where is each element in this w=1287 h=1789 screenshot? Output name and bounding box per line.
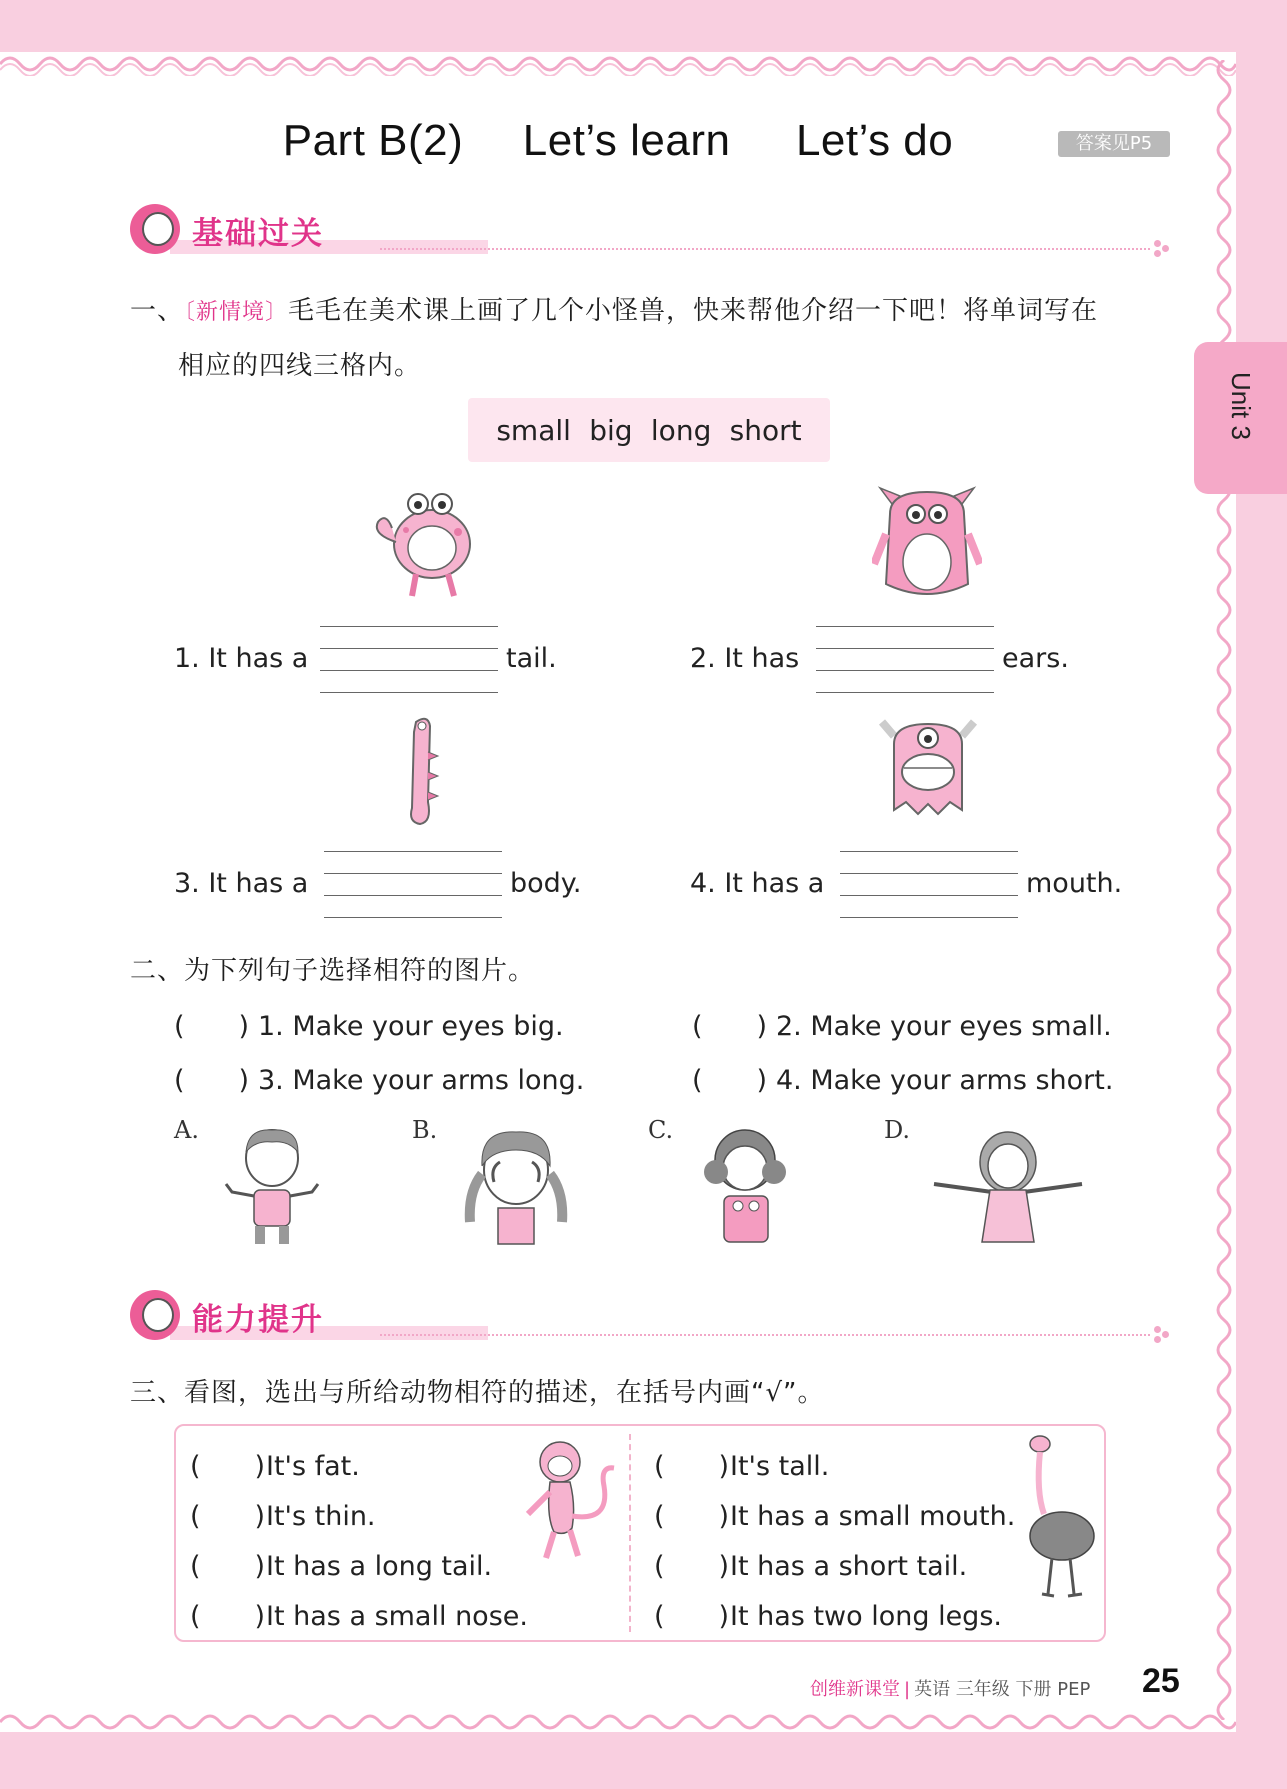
q3-left-item3-text: It has a long tail. bbox=[266, 1551, 493, 1582]
title-learn: Let’s learn bbox=[522, 116, 731, 165]
q3-right-item1 bbox=[654, 1444, 829, 1483]
q1-item4-pre: 4. It has a bbox=[690, 868, 825, 899]
bottom-wave-border bbox=[0, 1712, 1236, 1738]
answer-bracket[interactable]: ( ) bbox=[174, 1011, 250, 1042]
q1-item2-post: ears. bbox=[1002, 643, 1069, 674]
boy-shrug-illustration bbox=[222, 1122, 322, 1246]
monkey-illustration bbox=[520, 1436, 620, 1564]
q1-item3-pre: 3. It has a bbox=[174, 868, 309, 899]
q2-item4-text: 4. Make your arms short. bbox=[776, 1065, 1114, 1096]
q1-item1-post: tail. bbox=[506, 643, 557, 674]
picture-letter-c: C. bbox=[648, 1116, 674, 1144]
unit-tab bbox=[1194, 342, 1287, 494]
word-long: long bbox=[650, 413, 712, 447]
q3-left-item4-text: It has a small nose. bbox=[266, 1601, 528, 1632]
mascot-icon bbox=[130, 1290, 180, 1340]
q3-left-item2-text: It's thin. bbox=[266, 1501, 376, 1532]
answer-badge: 答案见P5 bbox=[1058, 131, 1170, 157]
unit-tab-label: Unit 3 bbox=[1226, 372, 1256, 440]
ostrich-illustration bbox=[1022, 1432, 1100, 1602]
q3-left-item2 bbox=[190, 1494, 376, 1533]
q3-left-item1 bbox=[190, 1444, 360, 1483]
q1-tag: 〔新情境〕 bbox=[184, 300, 289, 325]
answer-bracket[interactable]: ( ) bbox=[654, 1501, 730, 1532]
q3-right-item3-text: It has a short tail. bbox=[730, 1551, 968, 1582]
title-do: Let’s do bbox=[795, 116, 954, 165]
picture-letter-b: B. bbox=[412, 1116, 438, 1144]
q2-item1-text: 1. Make your eyes big. bbox=[258, 1011, 564, 1042]
answer-bracket[interactable]: ( ) bbox=[692, 1065, 768, 1096]
top-wave-border bbox=[0, 50, 1236, 76]
mascot-icon bbox=[130, 204, 180, 254]
q1-item3-writing-lines[interactable] bbox=[324, 851, 502, 917]
section-end-dots bbox=[1154, 240, 1170, 256]
q1-item4-post: mouth. bbox=[1026, 868, 1123, 899]
answer-bracket[interactable]: ( ) bbox=[190, 1451, 266, 1482]
q2-item1 bbox=[174, 1004, 564, 1043]
girl-arms-long-illustration bbox=[930, 1126, 1086, 1244]
q3-right-item1-text: It's tall. bbox=[730, 1451, 830, 1482]
page-number: 25 bbox=[1142, 1662, 1180, 1700]
q3-right-item3 bbox=[654, 1544, 967, 1583]
monster-big-ears-illustration bbox=[872, 484, 982, 602]
monster-big-mouth-illustration bbox=[878, 714, 978, 826]
answer-bracket[interactable]: ( ) bbox=[190, 1551, 266, 1582]
q1-number: 一、 bbox=[130, 296, 185, 326]
word-big: big bbox=[589, 413, 633, 447]
q3-right-item4-text: It has two long legs. bbox=[730, 1601, 1002, 1632]
q3-right-item2-text: It has a small mouth. bbox=[730, 1501, 1016, 1532]
q1-line2: 相应的四线三格内。 bbox=[178, 351, 422, 381]
picture-letter-a: A. bbox=[174, 1116, 199, 1144]
footer-meta: 英语 三年级 下册 PEP bbox=[914, 1679, 1091, 1700]
girl-eyes-big-illustration bbox=[700, 1122, 790, 1246]
answer-bracket[interactable]: ( ) bbox=[654, 1551, 730, 1582]
q2-item4 bbox=[692, 1058, 1113, 1097]
q3-divider bbox=[629, 1434, 631, 1632]
q3-left-item3 bbox=[190, 1544, 492, 1583]
section-advanced-header bbox=[130, 1290, 1170, 1346]
q1-heading bbox=[130, 290, 1098, 327]
q1-item2-writing-lines[interactable] bbox=[816, 626, 994, 692]
picture-letter-d: D. bbox=[884, 1116, 911, 1144]
monster-long-tail-illustration bbox=[372, 482, 484, 600]
answer-bracket[interactable]: ( ) bbox=[654, 1601, 730, 1632]
q1-item2-pre: 2. It has bbox=[690, 643, 800, 674]
footer-brand: 创维新课堂 bbox=[810, 1679, 900, 1700]
q3-heading: 三、看图，选出与所给动物相符的描述，在括号内画“√”。 bbox=[130, 1378, 825, 1408]
answer-bracket[interactable]: ( ) bbox=[654, 1451, 730, 1482]
q2-item3-text: 3. Make your arms long. bbox=[258, 1065, 585, 1096]
page-title bbox=[0, 116, 1236, 166]
q3-right-item2 bbox=[654, 1494, 1015, 1533]
answer-bracket[interactable]: ( ) bbox=[190, 1501, 266, 1532]
q3-right-item4 bbox=[654, 1594, 1002, 1633]
q3-left-item4 bbox=[190, 1594, 528, 1633]
q1-line1: 毛毛在美术课上画了几个小怪兽，快来帮他介绍一下吧！将单词写在 bbox=[288, 296, 1099, 326]
title-part: Part B(2) bbox=[282, 116, 464, 165]
section-dotted-line bbox=[380, 1334, 1150, 1336]
q2-item2-text: 2. Make your eyes small. bbox=[776, 1011, 1112, 1042]
q2-item2 bbox=[692, 1004, 1112, 1043]
q1-item1-writing-lines[interactable] bbox=[320, 626, 498, 692]
right-wave-border bbox=[1210, 60, 1250, 1720]
section-basic-header bbox=[130, 204, 1170, 260]
q1-item3-post: body. bbox=[510, 868, 582, 899]
q2-heading: 二、为下列句子选择相符的图片。 bbox=[130, 956, 536, 986]
section-dotted-line bbox=[380, 248, 1150, 250]
q1-item1-pre: 1. It has a bbox=[174, 643, 309, 674]
monster-long-body-illustration bbox=[398, 712, 448, 830]
section-end-dots bbox=[1154, 1326, 1170, 1342]
section-basic-label: 基础过关 bbox=[192, 216, 324, 252]
answer-bracket[interactable]: ( ) bbox=[190, 1601, 266, 1632]
word-short: short bbox=[729, 413, 802, 447]
q1-item4-writing-lines[interactable] bbox=[840, 851, 1018, 917]
q2-item3 bbox=[174, 1058, 584, 1097]
girl-eyes-small-illustration bbox=[460, 1122, 572, 1246]
footer-separator: | bbox=[904, 1679, 911, 1700]
section-advanced-label: 能力提升 bbox=[192, 1302, 324, 1338]
word-bank bbox=[468, 398, 830, 462]
q3-left-item1-text: It's fat. bbox=[266, 1451, 360, 1482]
word-small: small bbox=[496, 413, 571, 447]
answer-bracket[interactable]: ( ) bbox=[692, 1011, 768, 1042]
footer-info bbox=[810, 1675, 1090, 1701]
answer-bracket[interactable]: ( ) bbox=[174, 1065, 250, 1096]
